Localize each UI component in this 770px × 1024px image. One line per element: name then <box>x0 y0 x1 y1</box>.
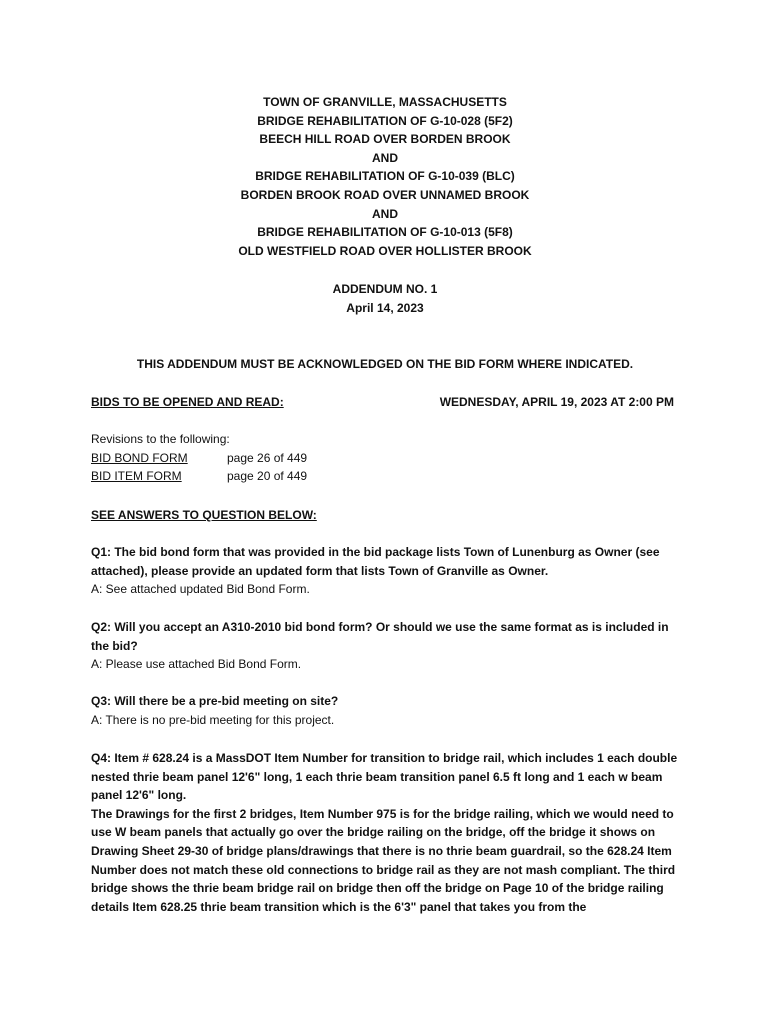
header-line: BEECH HILL ROAD OVER BORDEN BROOK <box>259 132 511 147</box>
header-line: BRIDGE REHABILITATION OF G-10-013 (5F8) <box>257 225 513 240</box>
header-line: OLD WESTFIELD ROAD OVER HOLLISTER BROOK <box>238 243 532 258</box>
revision-item <box>91 449 674 468</box>
bid-opening-datetime: WEDNESDAY, APRIL 19, 2023 AT 2:00 PM <box>439 395 674 409</box>
document-header <box>0 93 770 260</box>
qa-item-1 <box>91 543 679 599</box>
header-line: BORDEN BROOK ROAD OVER UNNAMED BROOK <box>240 187 530 202</box>
qa-item-4 <box>91 749 679 916</box>
answer-text: The Drawings for the first 2 bridges, Item Number 975 is for the bridge railing, which we would need to use W beam panels that actually go over the bridge railing on the bridge, off the bridge it shows on Drawing Sheet 29-30 of bridge plans/drawings that there is no thrie beam guardrail, so the 628.24 Item Number does not match these old connections to bridge rail as they are not mash compliant. The third bridge shows the thrie beam bridge rail on bridge then off the bridge on Page 10 of the bridge railing details Item 628.25 thrie beam transition which is the 6'3" panel that takes you from the <box>91 806 676 914</box>
answer-text: A: Please use attached Bid Bond Form. <box>91 657 302 672</box>
header-line: AND <box>372 150 398 165</box>
revision-page: page 20 of 449 <box>227 469 308 484</box>
revision-item <box>91 467 674 486</box>
header-line: BRIDGE REHABILITATION OF G-10-028 (5F2) <box>257 113 513 128</box>
addendum-date: April 14, 2023 <box>346 300 424 315</box>
revisions-intro: Revisions to the following: <box>91 432 230 446</box>
revision-document: BID ITEM FORM <box>91 469 182 484</box>
revisions-block <box>91 430 674 486</box>
question-text: Q3: Will there be a pre-bid meeting on site? <box>91 694 339 708</box>
see-answers-heading: SEE ANSWERS TO QUESTION BELOW: <box>91 508 317 522</box>
revision-page: page 26 of 449 <box>227 450 308 465</box>
answer-text: A: See attached updated Bid Bond Form. <box>91 582 310 597</box>
header-line: BRIDGE REHABILITATION OF G-10-039 (BLC) <box>255 169 515 184</box>
question-text: Q2: Will you accept an A310-2010 bid bond form? Or should we use the same format as is included in the bid? <box>91 620 669 653</box>
question-text: Q4: Item # 628.24 is a MassDOT Item Number for transition to bridge rail, which includes 1 each double nested thrie beam panel 12'6" long, 1 each thrie beam transition panel 6.5 ft long and 1 each w beam panel 12'6" long. <box>91 751 678 803</box>
addendum-block <box>0 280 770 317</box>
acknowledgement-notice: THIS ADDENDUM MUST BE ACKNOWLEDGED ON THE BID FORM WHERE INDICATED. <box>136 357 634 371</box>
header-line: TOWN OF GRANVILLE, MASSACHUSETTS <box>263 95 507 109</box>
answer-text: A: There is no pre-bid meeting for this project. <box>91 712 335 727</box>
header-line: AND <box>372 206 398 221</box>
addendum-number: ADDENDUM NO. 1 <box>332 282 438 296</box>
qa-item-3 <box>91 692 679 729</box>
bid-opening-label: BIDS TO BE OPENED AND READ: <box>91 395 284 409</box>
bid-opening-line <box>91 393 674 412</box>
question-text: Q1: The bid bond form that was provided in the bid package lists Town of Lunenburg as Owner (see attached), please provide an updated form that lists Town of Granville as Owner. <box>91 545 660 578</box>
qa-item-2 <box>91 618 679 674</box>
revision-document: BID BOND FORM <box>91 450 188 465</box>
